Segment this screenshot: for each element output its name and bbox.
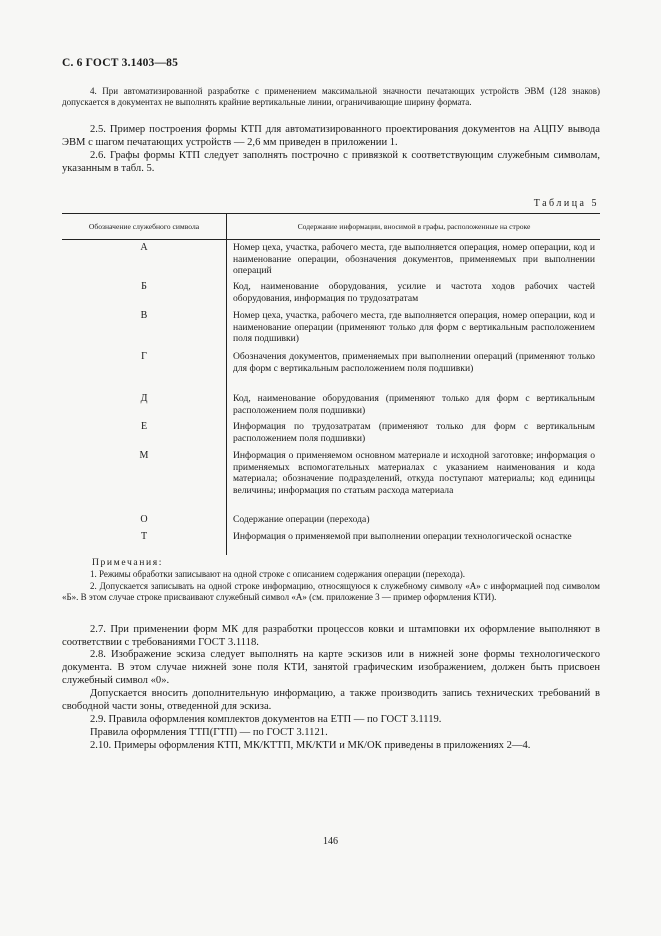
- table-row-text: Информация по трудозатратам (применяют только для форм с вертикальным расположением поля подшивки): [233, 421, 595, 444]
- paragraph-2-10: 2.10. Примеры оформления КТП, МК/КТТП, МК/КТИ и МК/ОК приведены в приложениях 2—4.: [90, 740, 531, 751]
- table-row-text: Информация о применяемом основном материале и исходной заготовке; информация о применяемых вспомогательных материалах с указанием наименования и кода материала; обозначение подразделений, откуда поступают материалы; код единицы величины; информация по статьям расхода материала: [233, 450, 595, 496]
- note-2: 2. Допускается записывать на одной строке информацию, относящуюся к служебному символу «А» с информацией под символом «Б». В этом случае строке присваивают служебный символ «А» (см. приложение 3 — пример оформления КТИ).: [62, 581, 600, 602]
- table-row-symbol: О: [140, 514, 148, 525]
- page-header: С. 6 ГОСТ 3.1403—85: [62, 57, 179, 69]
- paragraph-2-6: 2.6. Графы формы КТП следует заполнять построчно с привязкой к соответствующим служебным символам, указанным в табл. 5.: [62, 150, 600, 174]
- table-header-rule: [62, 239, 600, 240]
- table-row-symbol: Г: [141, 351, 147, 362]
- intro-note: 4. При автоматизированной разработке с применением максимальной значности печатающих устройств ЭВМ (128 знаков) допускается в документах не выполнять крайние вертикальные линии, ограничивающие ширину формата.: [62, 86, 600, 107]
- table-top-rule: [62, 213, 600, 214]
- table-row-text: Информация о применяемой при выполнении операции технологической оснастке: [233, 531, 572, 542]
- paragraph-2-9: 2.9. Правила оформления комплектов документов на ЕТП — по ГОСТ 3.1119.: [90, 714, 442, 725]
- table-row-symbol: В: [140, 310, 148, 321]
- table-row-symbol: Т: [140, 531, 148, 542]
- table-row-text: Код, наименование оборудования (применяют только для форм с вертикальным расположением поля подшивки): [233, 393, 595, 416]
- table-col2-header: Содержание информации, вносимой в графы, расположенные на строке: [297, 222, 531, 231]
- paragraph-2-8: 2.8. Изображение эскиза следует выполнять на карте эскизов или в нижней зоне формы технологического документа. В этом случае нижней зоне поля КТИ, занятой графическим изображением, должен быть присвоен служебный символ «0».: [62, 649, 600, 686]
- page-number: 146: [323, 836, 338, 847]
- notes-title: Примечания:: [92, 557, 163, 568]
- table-col1-header: Обозначение служебного символа: [88, 222, 200, 231]
- table-row-text: Содержание операции (перехода): [233, 514, 370, 525]
- paragraph-2-5: 2.5. Пример построения формы КТП для автоматизированного проектирования документов на АЦПУ вывода ЭВМ с шагом печатающих устройств — 2,6 мм приведен в приложении 1.: [62, 124, 600, 148]
- paragraph-2-7: 2.7. При применении форм МК для разработки процессов ковки и штамповки их оформление выполняют в соответствии с требованиями ГОСТ 3.1118.: [62, 624, 600, 648]
- paragraph-2-8-cont: Допускается вносить дополнительную информацию, а также производить запись технических требований в свободной части зоны, отведенной для эскиза.: [62, 688, 600, 712]
- table-column-divider: [226, 213, 227, 555]
- table-row-symbol: Д: [140, 393, 148, 404]
- table-row-symbol: Б: [141, 281, 147, 292]
- table-row-text: Обозначения документов, применяемых при выполнении операций (применяют только для форм с вертикальным расположением поля подшивки): [233, 351, 595, 374]
- paragraph-2-9-cont: Правила оформления ТТП(ГТП) — по ГОСТ 3.1121.: [90, 727, 328, 738]
- table-caption: Таблица 5: [533, 198, 599, 209]
- table-row-text: Номер цеха, участка, рабочего места, где выполняется операция, номер операции, код и наименование операции, обозначения документов, применяемых при выполнении операций: [233, 242, 595, 276]
- table-row-symbol: М: [139, 450, 149, 461]
- table-row-symbol: Е: [140, 421, 148, 432]
- table-row-text: Номер цеха, участка, рабочего места, где выполняется операция, номер операции, код и наименование операции (применяют только для форм с вертикальным расположением поля подшивки): [233, 310, 595, 344]
- table-row-text: Код, наименование оборудования, усилие и частота ходов рабочих частей оборудования, информация по трудозатратам: [233, 281, 595, 304]
- table-row-symbol: А: [140, 242, 148, 253]
- note-1: 1. Режимы обработки записывают на одной строке с описанием содержания операции (перехода).: [90, 569, 466, 579]
